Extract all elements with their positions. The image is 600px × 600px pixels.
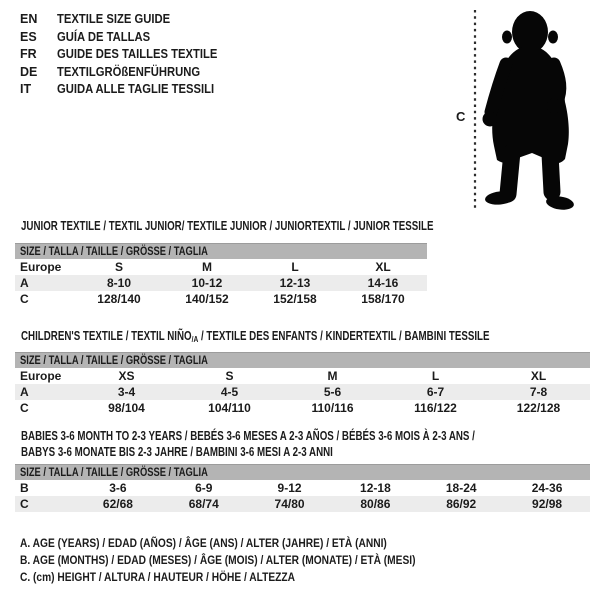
size-header-text: SIZE / TALLA / TAILLE / GRÖSSE / TAGLIA bbox=[20, 244, 208, 258]
language-title-list bbox=[20, 11, 235, 99]
age-cell: 12-13 bbox=[279, 276, 311, 290]
guide-title-de: TEXTILGRÖßENFÜHRUNG bbox=[57, 64, 201, 79]
age-cell: 3-6 bbox=[109, 481, 127, 495]
age-cell: 24-36 bbox=[531, 481, 563, 495]
height-measure-label: C bbox=[456, 109, 466, 124]
size-header-bar bbox=[15, 352, 590, 368]
title-pre: CHILDREN'S TEXTILE / TEXTIL NIÑO bbox=[21, 329, 192, 343]
babies-table-title-line2: BABYS 3-6 MONATE BIS 2-3 JAHRE / BAMBINI 3-6 MESI A 2-3 ANNI bbox=[21, 445, 333, 459]
height-cell: 92/98 bbox=[532, 497, 563, 511]
language-code: EN bbox=[20, 12, 38, 26]
height-cell: 98/104 bbox=[108, 401, 145, 415]
age-cell: 8-10 bbox=[106, 276, 132, 290]
table-row-height bbox=[15, 400, 590, 416]
size-cell: XL bbox=[375, 260, 391, 274]
size-cell: S bbox=[114, 260, 123, 274]
age-cell: 12-18 bbox=[360, 481, 391, 495]
language-code: ES bbox=[20, 29, 37, 44]
row-label: Europe bbox=[20, 260, 62, 274]
table-row-height bbox=[15, 496, 590, 512]
height-cell: 122/128 bbox=[516, 401, 561, 415]
table-row-europe bbox=[15, 259, 427, 275]
language-code: DE bbox=[20, 64, 38, 79]
footnote-age-months: B. AGE (MONTHS) / EDAD (MESES) / ÂGE (MOIS) / ALTER (MONATE) / ETÀ (MESI) bbox=[20, 553, 416, 567]
language-code: IT bbox=[20, 82, 32, 96]
guide-title-fr: GUIDE DES TAILLES TEXTILE bbox=[57, 47, 218, 61]
title-subscript: /A bbox=[191, 334, 199, 344]
table-row-age bbox=[15, 384, 590, 400]
height-cell: 116/122 bbox=[414, 401, 457, 415]
language-row-es bbox=[20, 29, 235, 47]
size-cell: L bbox=[291, 260, 299, 274]
baby-height-figure bbox=[450, 2, 590, 217]
age-cell: 6-7 bbox=[426, 385, 445, 399]
guide-title-it: GUIDA ALLE TAGLIE TESSILI bbox=[57, 82, 215, 96]
age-cell: 10-12 bbox=[191, 276, 223, 290]
height-cell: 152/158 bbox=[273, 292, 317, 306]
age-cell: 18-24 bbox=[445, 481, 477, 495]
childrens-table-title bbox=[21, 329, 590, 346]
language-row-it bbox=[20, 81, 235, 99]
size-header-bar bbox=[15, 464, 590, 480]
row-label: A bbox=[20, 276, 29, 290]
babies-table-title bbox=[21, 428, 590, 460]
row-label: A bbox=[20, 385, 29, 399]
height-cell: 86/92 bbox=[446, 497, 477, 511]
junior-size-table bbox=[15, 219, 434, 307]
table-row-age-months bbox=[15, 480, 590, 496]
age-cell: 5-6 bbox=[323, 385, 342, 399]
junior-table-title bbox=[21, 219, 434, 233]
height-cell: 80/86 bbox=[360, 497, 391, 511]
height-cell: 68/74 bbox=[188, 497, 219, 511]
language-row-fr bbox=[20, 46, 235, 64]
table-row-height bbox=[15, 291, 427, 307]
title-post: / TEXTILE DES ENFANTS / KINDERTEXTIL / BAMBINI TESSILE bbox=[198, 329, 490, 343]
age-cell: 7-8 bbox=[529, 385, 548, 399]
size-header-bar bbox=[15, 243, 427, 259]
language-row-en bbox=[20, 11, 235, 29]
height-cell: 104/110 bbox=[208, 401, 251, 415]
height-cell: 110/116 bbox=[311, 401, 354, 415]
row-label: C bbox=[20, 497, 29, 511]
row-label: C bbox=[20, 401, 29, 415]
size-cell: XL bbox=[530, 369, 547, 383]
row-label: B bbox=[20, 481, 29, 495]
size-cell: M bbox=[202, 260, 212, 274]
babies-size-table bbox=[15, 428, 590, 512]
height-cell: 74/80 bbox=[274, 497, 305, 511]
babies-table-title-line1: BABIES 3-6 MONTH TO 2-3 YEARS / BEBÉS 3-6 MESES A 2-3 AÑOS / BÉBÉS 3-6 MOIS À 2-3 ANS / bbox=[21, 429, 475, 443]
table-row-age bbox=[15, 275, 427, 291]
baby-silhouette-icon bbox=[483, 11, 575, 211]
size-cell: M bbox=[327, 369, 338, 383]
height-cell: 128/140 bbox=[97, 292, 141, 306]
height-cell: 140/152 bbox=[185, 292, 229, 306]
guide-title-en: TEXTILE SIZE GUIDE bbox=[57, 12, 171, 26]
age-cell: 6-9 bbox=[195, 481, 213, 495]
legend-footnotes bbox=[20, 535, 485, 586]
size-header-text: SIZE / TALLA / TAILLE / GRÖSSE / TAGLIA bbox=[20, 465, 208, 479]
size-cell: S bbox=[225, 369, 234, 383]
age-cell: 4-5 bbox=[220, 385, 239, 399]
size-cell: XS bbox=[118, 369, 135, 383]
height-cell: 62/68 bbox=[102, 497, 133, 511]
age-cell: 9-12 bbox=[277, 481, 302, 495]
row-label: Europe bbox=[20, 369, 62, 383]
language-row-de bbox=[20, 64, 235, 82]
guide-title-es: GUÍA DE TALLAS bbox=[57, 29, 151, 44]
age-cell: 3-4 bbox=[117, 385, 136, 399]
childrens-size-table bbox=[15, 329, 590, 416]
childrens-table-title-text bbox=[21, 329, 490, 346]
junior-table-title-text: JUNIOR TEXTILE / TEXTIL JUNIOR/ TEXTILE JUNIOR / JUNIORTEXTIL / JUNIOR TESSILE bbox=[21, 219, 434, 233]
row-label: C bbox=[20, 292, 29, 306]
language-code: FR bbox=[20, 47, 37, 61]
table-row-europe bbox=[15, 368, 590, 384]
height-cell: 158/170 bbox=[361, 292, 405, 306]
size-header-text: SIZE / TALLA / TAILLE / GRÖSSE / TAGLIA bbox=[20, 353, 208, 367]
age-cell: 14-16 bbox=[367, 276, 399, 290]
footnote-age-years: A. AGE (YEARS) / EDAD (AÑOS) / ÂGE (ANS) / ALTER (JAHRE) / ETÀ (ANNI) bbox=[20, 536, 387, 550]
footnote-height: C. (cm) HEIGHT / ALTURA / HAUTEUR / HÖHE / ALTEZZA bbox=[20, 570, 296, 584]
size-cell: L bbox=[431, 369, 440, 383]
